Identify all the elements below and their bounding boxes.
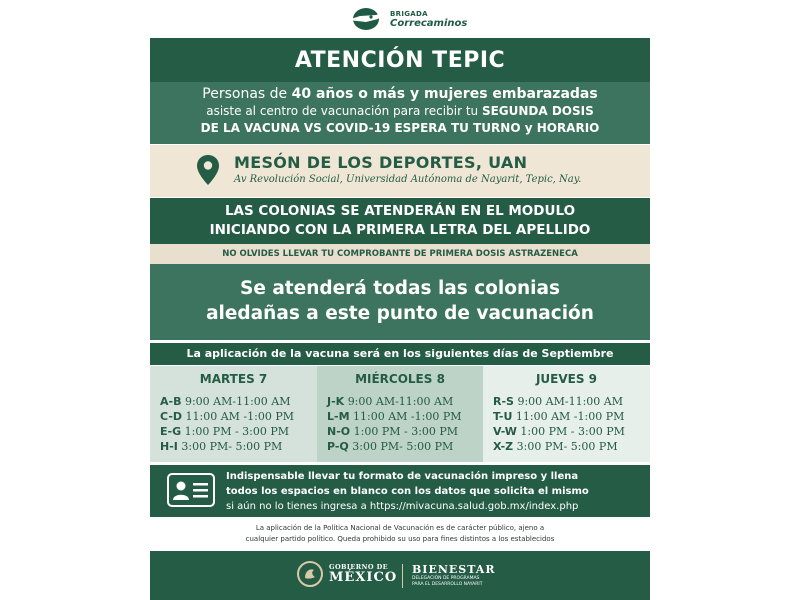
letters: T-U	[493, 410, 513, 423]
logo-line-2: Correcaminos	[390, 17, 468, 29]
id-card-icon	[167, 473, 215, 507]
intro-line-1	[150, 85, 650, 103]
intro-line-3: DE LA VACUNA VS COVID-19 ESPERA TU TURNO y HORARIO	[200, 121, 600, 135]
schedule-title: La aplicación de la vacuna será en los siguientes días de Septiembre	[150, 343, 650, 365]
time: 11:00 AM -1:00 PM	[515, 410, 625, 423]
todas-line-2: aledañas a este punto de vacunación	[206, 303, 594, 324]
footer-divider	[402, 564, 403, 588]
schedule-row	[160, 439, 317, 454]
todas-line-1: Se atenderá todas las colonias	[240, 278, 560, 299]
schedule-day-thursday	[483, 366, 650, 462]
location-name: MESÓN DE LOS DEPORTES, UAN	[234, 153, 528, 172]
roadrunner-icon	[346, 6, 386, 32]
letters: A-B	[160, 395, 182, 408]
schedule-row	[160, 424, 317, 439]
footer	[150, 551, 650, 600]
bienestar-logo	[412, 563, 495, 588]
bienestar-sub-2: PARA EL DESARROLLO NAYARIT	[412, 582, 483, 587]
schedule-row	[493, 394, 650, 409]
gob-main-text: MÉXICO	[329, 570, 398, 585]
map-pin-icon	[196, 154, 220, 186]
letters: C-D	[160, 410, 183, 423]
letters: V-W	[493, 425, 517, 438]
day-label: MARTES 7	[199, 372, 268, 386]
vaccination-poster	[150, 0, 650, 600]
schedule-table	[150, 366, 650, 462]
letters: X-Z	[493, 440, 514, 453]
schedule-row	[493, 409, 650, 424]
letters: L-M	[327, 410, 350, 423]
bienestar-sub-1: DELEGACIÓN DE PROGRAMAS	[412, 576, 480, 581]
colonias-line-1: LAS COLONIAS SE ATENDERÁN EN EL MODULO	[224, 203, 576, 219]
time: 9:00 AM-11:00 AM	[517, 395, 623, 408]
schedule-day-wednesday	[317, 366, 483, 462]
bienestar-title: BIENESTAR	[412, 563, 496, 576]
mexico-seal-icon	[296, 559, 324, 589]
time: 1:00 PM - 3:00 PM	[353, 425, 459, 438]
intro-line-1-pre: Personas de	[202, 86, 292, 102]
brigada-correcaminos-logo	[346, 5, 467, 33]
all-colonias-notice	[150, 264, 650, 340]
letters: J-K	[327, 395, 345, 408]
time: 3:00 PM- 5:00 PM	[181, 440, 283, 453]
day-label: JUEVES 9	[535, 372, 598, 386]
intro-block	[150, 82, 650, 144]
letters: N-O	[327, 425, 351, 438]
schedule-row	[493, 439, 650, 454]
day-label: MIÉRCOLES 8	[355, 372, 445, 386]
colonias-line-2: INICIANDO CON LA PRIMERA LETRA DEL APELLIDO	[209, 222, 591, 238]
logo-line-1: BRIGADA	[390, 9, 428, 18]
gob-top-text: GOBIERNO DE	[329, 563, 388, 571]
time: 9:00 AM-11:00 AM	[184, 395, 291, 408]
schedule-row	[327, 424, 483, 439]
time: 11:00 AM -1:00 PM	[353, 410, 462, 423]
intro-line-2	[150, 103, 650, 120]
letters: R-S	[493, 395, 514, 408]
schedule-row	[493, 424, 650, 439]
page-title: ATENCIÓN TEPIC	[150, 38, 650, 82]
time: 3:00 PM- 5:00 PM	[516, 440, 618, 453]
letters: H-I	[160, 440, 178, 453]
gobierno-de-mexico-logo	[296, 559, 397, 589]
letters: E-G	[160, 425, 182, 438]
time: 1:00 PM - 3:00 PM	[520, 425, 625, 438]
legal-line-1: La aplicación de la Política Nacional de Vacunación es de carácter público, ajeno a	[255, 524, 545, 532]
time: 1:00 PM - 3:00 PM	[184, 425, 290, 438]
formato-line-3: si aún no lo tienes ingresa a https://mivacuna.salud.gob.mx/index.php	[226, 501, 579, 512]
schedule-row	[327, 394, 483, 409]
intro-line-2-bold: SEGUNDA DOSIS	[481, 104, 594, 118]
schedule-row	[327, 409, 483, 424]
schedule-row	[160, 409, 317, 424]
time: 3:00 PM- 5:00 PM	[352, 440, 454, 453]
formato-line-2: todos los espacios en blanco con los datos que solicita el mismo	[226, 486, 589, 497]
schedule-day-tuesday	[150, 366, 317, 462]
form-requirement-block	[150, 465, 650, 517]
location-block	[150, 145, 650, 197]
legal-disclaimer	[150, 523, 650, 547]
time: 11:00 AM -1:00 PM	[185, 410, 295, 423]
letters: P-Q	[327, 440, 349, 453]
colonias-notice	[150, 198, 650, 244]
form-requirement-text	[226, 469, 646, 514]
legal-line-2: cualquier partido político. Queda prohibido su uso para fines distintos a los establecidos	[245, 535, 555, 543]
intro-line-1-bold: 40 años o más y mujeres embarazadas	[291, 86, 598, 102]
time: 9:00 AM-11:00 AM	[347, 395, 454, 408]
schedule-row	[327, 439, 483, 454]
schedule-row	[160, 394, 317, 409]
intro-line-2-pre: asiste al centro de vacunación para recibir tu	[206, 104, 482, 118]
first-dose-reminder: NO OLVIDES LLEVAR TU COMPROBANTE DE PRIMERA DOSIS ASTRAZENECA	[150, 244, 650, 264]
formato-line-1: Indispensable llevar tu formato de vacunación impreso y llena	[226, 471, 579, 482]
location-address: Av Revolución Social, Universidad Autónoma de Nayarit, Tepic, Nay.	[234, 174, 582, 185]
